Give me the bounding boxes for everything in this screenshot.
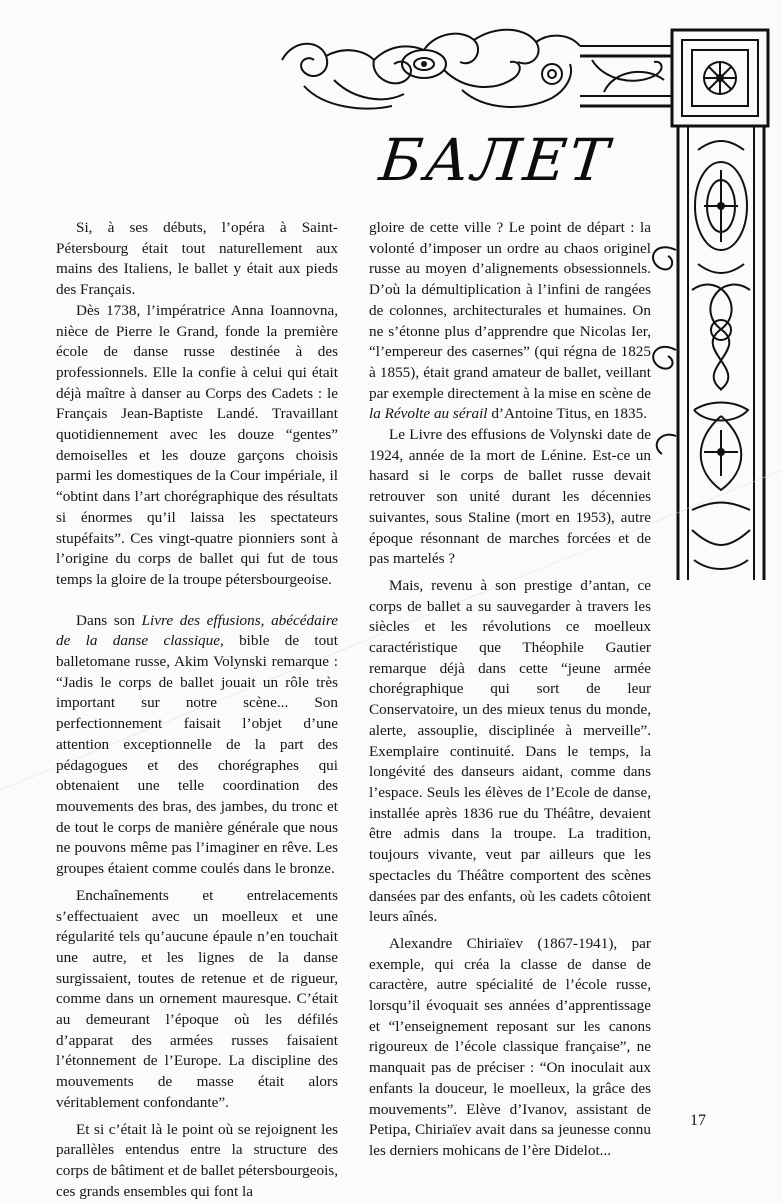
- paragraph: Si, à ses débuts, l’opéra à Saint-Pétersbourg était tout naturellement aux mains des Italiens, le ballet y était aux pieds des Français.: [56, 219, 338, 299]
- page-number: 17: [690, 1112, 706, 1129]
- left-column: [56, 218, 338, 1202]
- paragraph: Le Livre des effusions de Volynski date de 1924, année de la mort de Lénine. Est-ce un hasard si le corps de ballet russe devait retrouver son unité durant les décennies suivantes, sous Staline (mort en 1953), autre époque résonnant de marches forcées et de pas martelés ?: [369, 426, 651, 568]
- paragraph: Alexandre Chiriaïev (1867-1941), par exemple, qui créa la classe de danse de caractère, autre spécialité de l’école russe, lorsqu’il évoquait ses années d’apprentissage et “l’enseignement reposant sur les canons rigoureux de l’école classique française”, ne manquait pas de préciser : “On inoculait aux enfants la douceur, le moelleux, la grâce des mouvements”. Elève d’Ivanov, assistant de Petipa, Chiriaïev avait dans sa jeunesse connu les derniers mohicans de l’ère Didelot...: [369, 934, 651, 1159]
- paragraph: gloire de cette ville ? Le point de départ : la volonté d’imposer un ordre au chaos originel russe au moyen d’alignements obsessionnels. D’où la démultiplication à l’infini de rangées de colonnes, architecturales et humaines. On ne s’étonne plus d’apprendre que Nicolas Ier, “l’empereur des casernes” (qui régna de 1825 à 1855), était grand amateur de ballet, veillant par exemple directement à la mise en scène de la Révolte au sérail d’Antoine Titus, en 1835.: [369, 219, 651, 423]
- right-column: [369, 218, 651, 1162]
- paragraph: Enchaînements et entrelacements s’effectuaient avec un moelleux et une régularité tels qu’aucune épaule n’en touchait une autre, et les lignes de la danse surgissaient, toutes de retenue et de rigueur, comme dans un ornement mauresque. C’était au demeurant l’époque où les défilés d’apparat des armées russes faisaient l’étonnement de l’Europe. La discipline des mouvements de masse était alors véritablement confondante”.: [56, 886, 338, 1111]
- paragraph: Dès 1738, l’impératrice Anna Ioannovna, nièce de Pierre le Grand, fonde la première école de danse russe destinée à des professionnels. Elle la confie à celui qui était déjà maître à danser au Corps des Cadets : le Français Jean-Baptiste Landé. Travaillant quotidiennement avec les douze “gentes” demoiselles et les douze garçons choisis parmi les domestiques de la Cour impériale, il “obtint dans l’art chorégraphique des résultats si énormes qu’il laissa les spectateurs stupéfaits”. Ces vingt-quatre pionniers sont à l’origine du corps de ballet qui fut de tous temps la gloire de la troupe pétersbourgeoise.: [56, 301, 338, 588]
- paragraph: Et si c’était là le point où se rejoignent les parallèles entendus entre la structure des corps de bâtiment et de ballet pétersbourgeois, ces grands ensembles qui font la: [56, 1120, 338, 1200]
- paragraph: Mais, revenu à son prestige d’antan, ce corps de ballet a su sauvegarder à travers les siècles et les révolutions ce moelleux caractéristique que Théophile Gautier remarque déjà dans cette “jeune armée chorégraphique qui sort de leur Conservatoire, un des mieux tenus du monde, alerte, assouplie, disciplinée à merveille”. Exemplaire continuité. Dans le temps, la longévité des danseurs aidant, comme dans l’espace. Seuls les élèves de l’Ecole de danse, installée après 1836 rue du Théâtre, devaient être admis dans la troupe. La tradition, toujours vivante, veut par ailleurs que les spectacles du Théâtre comportent des scènes dansées par des enfants, où les cadets côtoient leurs aînés.: [369, 576, 651, 926]
- page-title: БАЛЕТ: [376, 126, 615, 194]
- paragraph: Dans son Livre des effusions, abécédaire de la danse classique, bible de tout balletomane russe, Akim Volynski remarque : “Jadis le corps de ballet jouait un rôle très important sur notre scène... Son perfectionnement faisait l’objet d’une attention exceptionnelle de la part des pédagogues et des chorégraphes qui obtenaient une telle coordination des mouvements des bras, des jambes, du tronc et de tout le corps de manière générale que nous ne pouvons même pas l’imaginer en rêve. Les groupes étaient comme coulés dans le bronze.: [56, 611, 338, 878]
